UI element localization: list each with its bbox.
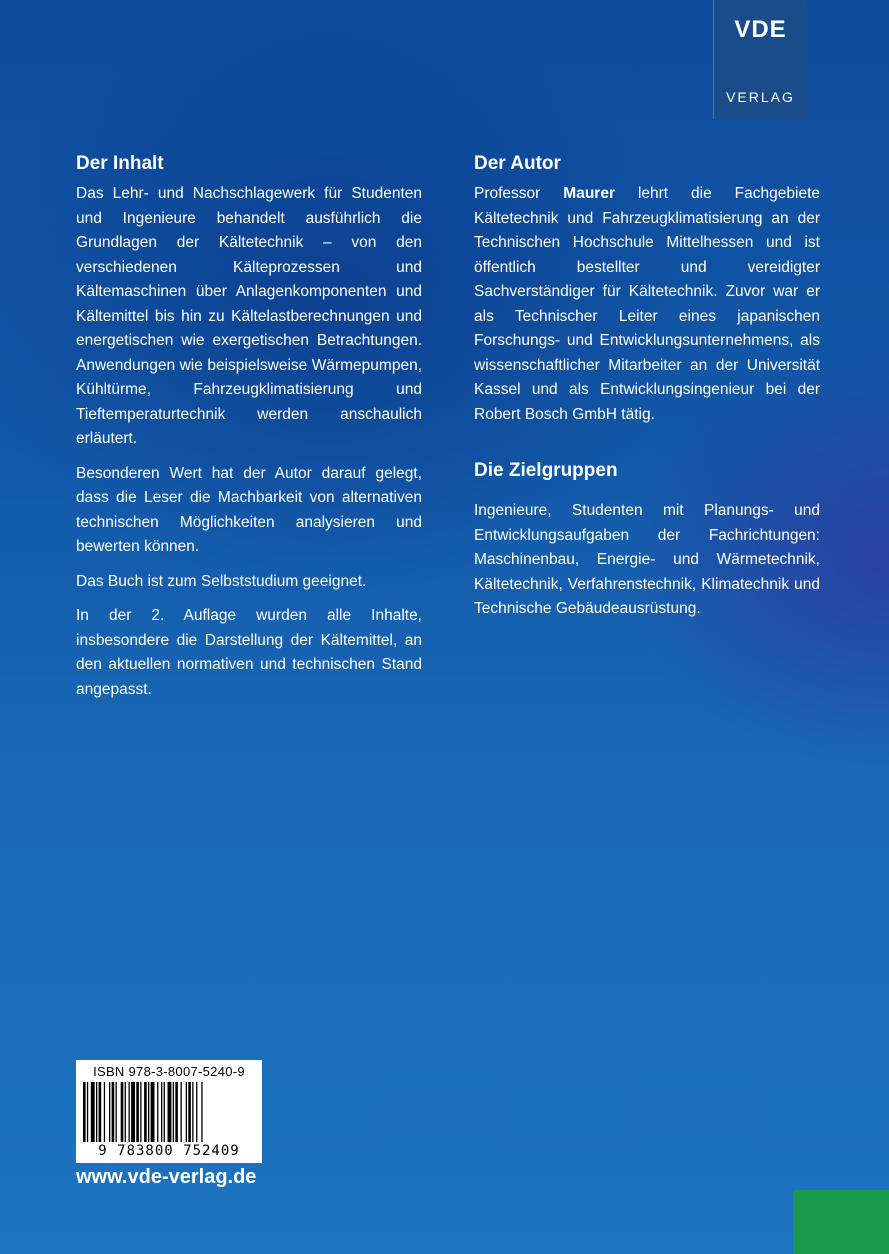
- barcode-bar: [151, 1082, 155, 1142]
- content-section: [76, 150, 422, 712]
- barcode-bar: [129, 1082, 130, 1142]
- content-paragraph: Das Lehr- und Nachschlagewerk für Studenten und Ingenieure behandelt ausführlich die Grundlagen der Kältetechnik – von den verschiedenen Kälteprozessen und Kältemaschinen über Anlagenkomponenten und Kältemittel bis hin zu Kältelastberechnungen und energetischen wie exergetischen Betrachtungen. Anwendungen wie beispielsweise Wärmepumpen, Kühltürme, Fahrzeugklimatisierung und Tieftemperaturtechnik werden anschaulich erläutert.: [76, 185, 422, 447]
- barcode-bar: [144, 1082, 147, 1142]
- logo-vde-text: VDE: [734, 16, 787, 43]
- isbn-barcode-box: [76, 1060, 262, 1163]
- barcode-bar: [131, 1082, 135, 1142]
- barcode-bar: [148, 1082, 149, 1142]
- barcode-bar: [157, 1082, 158, 1142]
- barcode-bar: [173, 1082, 174, 1142]
- barcode-bar: [188, 1082, 191, 1142]
- barcode-bar: [109, 1082, 110, 1142]
- barcode-bar: [196, 1082, 197, 1142]
- barcode-bar: [192, 1082, 193, 1142]
- barcode-bar: [186, 1082, 187, 1142]
- content-paragraph: Besonderen Wert hat der Autor darauf gelegt, dass die Leser die Machbarkeit von alternativen technischen Möglichkeiten analysieren und bewerten können.: [76, 464, 422, 555]
- ean-digits: 9 783800 752409: [98, 1143, 240, 1159]
- barcode-bar: [136, 1082, 139, 1142]
- publisher-logo: [713, 0, 807, 119]
- barcode-bar: [164, 1082, 165, 1142]
- isbn-label: ISBN 978-3-8007-5240-9: [93, 1064, 245, 1079]
- barcode-bar: [175, 1082, 178, 1142]
- barcode-bar: [140, 1082, 141, 1142]
- content-paragraph: In der 2. Auflage wurden alle Inhalte, insbesondere die Darstellung der Kältemittel, an den aktuellen normativen und technischen Stand angepasst.: [76, 607, 422, 698]
- green-corner-block: [793, 1190, 889, 1254]
- audience-paragraph: Ingenieure, Studenten mit Planungs- und Entwicklungsaufgaben der Fachrichtungen: Maschinenbau, Energie- und Wärmetechnik, Kältetechnik, Verfahrenstechnik, Klimatechnik und Technische Gebäudeausrüstung.: [474, 502, 820, 617]
- content-heading: Der Inhalt: [76, 153, 164, 174]
- website-url[interactable]: www.vde-verlag.de: [76, 1166, 257, 1188]
- author-section: [474, 150, 820, 632]
- content-paragraph: Das Buch ist zum Selbststudium geeignet.: [76, 572, 367, 590]
- author-paragraph: [474, 182, 820, 427]
- barcode-bar: [99, 1082, 102, 1142]
- barcode: [83, 1082, 255, 1142]
- barcode-bar: [125, 1082, 126, 1142]
- audience-heading: Die Zielgruppen: [474, 460, 618, 481]
- barcode-bar: [83, 1082, 86, 1142]
- author-name: Maurer: [563, 185, 615, 202]
- audience-section: [474, 457, 820, 622]
- barcode-bar: [112, 1082, 115, 1142]
- author-heading: Der Autor: [474, 153, 561, 174]
- barcode-bar: [181, 1082, 182, 1142]
- author-prefix: Professor: [474, 185, 564, 202]
- barcode-bar: [168, 1082, 172, 1142]
- barcode-bar: [87, 1082, 88, 1142]
- barcode-bar: [201, 1082, 202, 1142]
- barcode-bar: [104, 1082, 105, 1142]
- barcode-bar: [116, 1082, 117, 1142]
- logo-verlag-text: VERLAG: [726, 89, 795, 105]
- barcode-bar: [96, 1082, 97, 1142]
- barcode-bar: [91, 1082, 95, 1142]
- author-text: lehrt die Fachgebiete Kältetechnik und Fahrzeugklimatisierung an der Technischen Hochschule Mittelhessen und ist öffentlich bestellter und vereidigter Sachverständiger für Kältetechnik. Zuvor war er als Technischer Leiter eines japanischen Forschungs- und Entwicklungsunternehmens, als wissenschaftlicher Mitarbeiter an der Universität Kassel und als Entwicklungsingenieur bei der Robert Bosch GmbH tätig.: [474, 185, 820, 423]
- barcode-bar: [161, 1082, 162, 1142]
- barcode-bar: [121, 1082, 124, 1142]
